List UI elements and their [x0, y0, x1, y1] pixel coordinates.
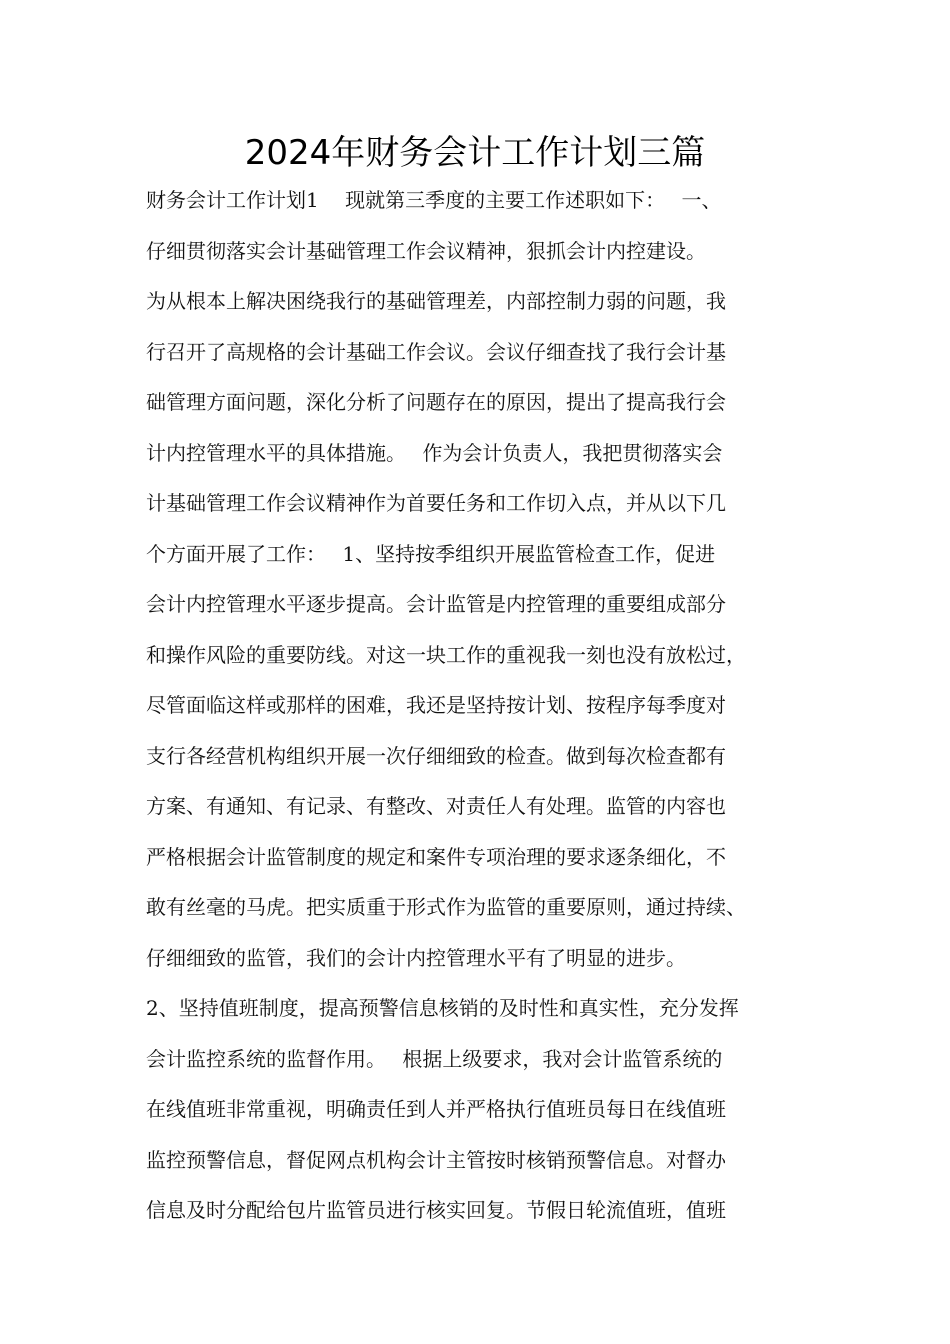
body-line: 敢有丝毫的马虎。把实质重于形式作为监管的重要原则，通过持续、	[146, 895, 746, 919]
document-body	[146, 180, 826, 1241]
body-line: 会计内控管理水平逐步提高。会计监管是内控管理的重要组成部分	[146, 592, 726, 616]
body-line: 支行各经营机构组织开展一次仔细细致的检查。做到每次检查都有	[146, 743, 726, 768]
body-line: 计内控管理水平的具体措施。 作为会计负责人，我把贯彻落实会	[146, 440, 723, 465]
body-line: 仔细细致的监管，我们的会计内控管理水平有了明显的进步。	[146, 945, 686, 970]
body-line: 会计监控系统的监督作用。 根据上级要求，我对会计监管系统的	[146, 1046, 723, 1071]
body-line: 个方面开展了工作： 1、坚持按季组织开展监管检查工作，促进	[146, 541, 716, 566]
body-line: 方案、有通知、有记录、有整改、对责任人有处理。监管的内容也	[146, 794, 726, 818]
body-line: 监控预警信息，督促网点机构会计主管按时核销预警信息。对督办	[146, 1147, 726, 1172]
body-line: 2、坚持值班制度，提高预警信息核销的及时性和真实性，充分发挥	[146, 996, 739, 1020]
body-line: 和操作风险的重要防线。对这一块工作的重视我一刻也没有放松过，	[146, 642, 746, 667]
body-line: 仔细贯彻落实会计基础管理工作会议精神，狠抓会计内控建设。	[146, 238, 706, 263]
body-line: 行召开了高规格的会计基础工作会议。会议仔细查找了我行会计基	[146, 339, 726, 364]
body-line: 为从根本上解决困绕我行的基础管理差，内部控制力弱的问题，我	[146, 289, 726, 313]
body-line: 在线值班非常重视，明确责任到人并严格执行值班员每日在线值班	[146, 1097, 726, 1121]
body-line: 信息及时分配给包片监管员进行核实回复。节假日轮流值班，值班	[146, 1198, 726, 1222]
body-line: 财务会计工作计划1 现就第三季度的主要工作述职如下： 一、	[146, 188, 722, 212]
body-line: 计基础管理工作会议精神作为首要任务和工作切入点，并从以下几	[146, 491, 726, 515]
body-line: 严格根据会计监管制度的规定和案件专项治理的要求逐条细化，不	[146, 844, 726, 869]
body-line: 础管理方面问题，深化分析了问题存在的原因，提出了提高我行会	[146, 390, 726, 414]
document-title: 2024年财务会计工作计划三篇	[244, 133, 706, 173]
body-line: 尽管面临这样或那样的困难，我还是坚持按计划、按程序每季度对	[146, 693, 726, 717]
